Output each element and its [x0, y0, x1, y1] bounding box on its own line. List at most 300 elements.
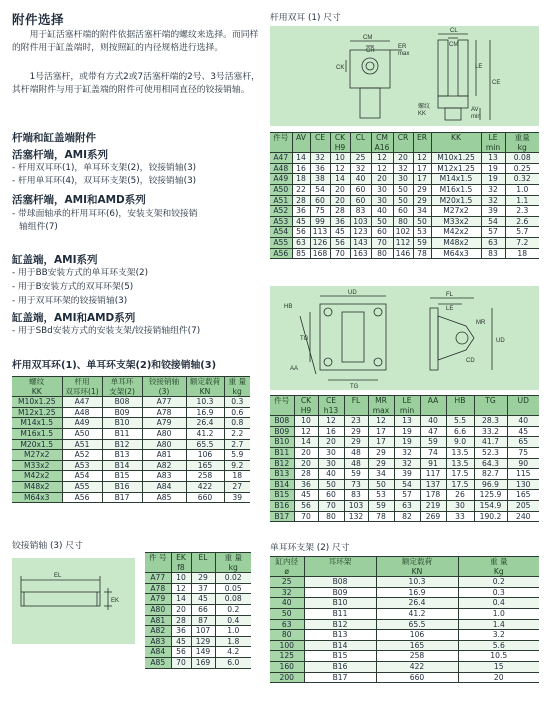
- table-cell: 13.5: [446, 458, 474, 469]
- col-header: [344, 406, 368, 416]
- table-cell: 29: [368, 458, 394, 469]
- dim-cm-label: CM: [363, 35, 373, 41]
- col-header: 螺纹: [12, 377, 62, 387]
- col-header: H9: [330, 143, 350, 153]
- table-cell: M20x1.5: [12, 439, 62, 450]
- table1-caption: 杆用双耳环(1)、单耳环支架(2)和铰接销轴(3): [12, 360, 217, 371]
- table-cell: 160: [270, 661, 304, 672]
- table-cell: 2.2: [224, 428, 250, 439]
- table-cell: M64x3: [431, 248, 481, 259]
- table-cell: 660: [186, 492, 224, 503]
- table-cell: 205: [507, 500, 539, 511]
- table-row: [270, 640, 539, 651]
- table-cell: 113: [310, 227, 330, 238]
- dim-ce-label: CE: [492, 80, 501, 86]
- col-header: h13: [318, 406, 344, 416]
- table-cell: 9.2: [224, 460, 250, 471]
- table-cell: A48: [62, 407, 102, 418]
- clevis-table: [270, 132, 539, 259]
- table-cell: 63: [292, 237, 310, 248]
- table-cell: A83: [142, 471, 186, 482]
- table-cell: 59: [420, 437, 446, 448]
- table-cell: 27: [224, 481, 250, 492]
- table-cell: 6.0: [215, 657, 251, 668]
- table-cell: M10x1.25: [431, 153, 481, 164]
- table-cell: 18: [224, 471, 250, 482]
- single-ear-caption: 单耳环支架 (2) 尺寸: [270, 543, 350, 553]
- col-header: AV: [292, 133, 310, 143]
- dim-fl-label: FL: [446, 292, 454, 298]
- col-header: H9: [294, 406, 318, 416]
- table-cell: B13: [304, 630, 376, 641]
- table-row: [145, 657, 251, 668]
- col-header: [145, 563, 171, 573]
- table-cell: 29: [344, 426, 368, 437]
- table-cell: 17.5: [446, 479, 474, 490]
- table-cell: 28.3: [474, 416, 507, 427]
- col-header: LE: [394, 396, 420, 406]
- table-cell: 200: [270, 672, 304, 683]
- dim-ud-label-2: UD: [496, 338, 505, 344]
- table-cell: 0.32: [505, 174, 539, 185]
- table-cell: B16: [304, 661, 376, 672]
- table-cell: 33.2: [474, 426, 507, 437]
- col-header: [393, 143, 413, 153]
- table-cell: M14x1.5: [431, 174, 481, 185]
- table-row: [270, 437, 539, 448]
- table-cell: 74: [420, 447, 446, 458]
- table-cell: A51: [270, 195, 292, 206]
- col-header: kg: [505, 143, 539, 153]
- table-cell: 63: [270, 619, 304, 630]
- table-cell: B12: [102, 439, 142, 450]
- dim-hb-label: HB: [284, 304, 293, 310]
- table-cell: 50: [318, 479, 344, 490]
- table-cell: 41.7: [474, 437, 507, 448]
- col-header: Kg: [458, 567, 539, 577]
- clevis-diagram: [270, 26, 539, 126]
- col-header: KK: [12, 387, 62, 397]
- table-cell: M42x2: [12, 471, 62, 482]
- table-row: [270, 619, 539, 630]
- bracket-diagram: [270, 286, 539, 390]
- table-row: [145, 604, 251, 615]
- table-cell: A82: [145, 626, 171, 637]
- accessory-note: 1号活塞杆，或带有方式2或7活塞杆端的2号、3号活塞杆，其杆端附件与用于缸盖端的附件可使用相同直径的铰接销轴。: [12, 72, 260, 95]
- table-cell: 57: [481, 227, 505, 238]
- table-cell: 16.9: [376, 587, 458, 598]
- table-cell: B09: [102, 407, 142, 418]
- cap-end-ami-item: - 用于B安装方式的双耳环架(5): [12, 282, 134, 292]
- table-cell: 50: [393, 195, 413, 206]
- table-cell: A50: [270, 184, 292, 195]
- col-header: min: [394, 406, 420, 416]
- table-cell: 63: [394, 500, 420, 511]
- table-cell: M27x2: [12, 450, 62, 461]
- table-row: [270, 447, 539, 458]
- table-row: [145, 626, 251, 637]
- table-cell: 3.2: [458, 630, 539, 641]
- table-cell: 56: [294, 500, 318, 511]
- bracket-table: [270, 395, 539, 522]
- table-cell: 1.8: [215, 636, 251, 647]
- col-header: 件号: [270, 133, 292, 143]
- col-header: 额定载荷: [186, 377, 224, 387]
- table-header-row: [270, 133, 539, 143]
- table-cell: 80: [318, 511, 344, 522]
- table-cell: 5.7: [505, 227, 539, 238]
- table-cell: 60: [371, 227, 393, 238]
- table-cell: 132: [344, 511, 368, 522]
- table-cell: B10: [102, 418, 142, 429]
- col-header: [420, 406, 446, 416]
- table-row: [12, 439, 250, 450]
- table-cell: A82: [142, 460, 186, 471]
- table-row: [12, 407, 250, 418]
- table-cell: 4.2: [215, 647, 251, 658]
- table-cell: 219: [420, 500, 446, 511]
- table-cell: 59: [413, 237, 431, 248]
- table-cell: 20: [294, 447, 318, 458]
- table-cell: M12x1.25: [431, 163, 481, 174]
- table-cell: B17: [304, 672, 376, 683]
- dim-tg-label-2: TG: [350, 384, 359, 390]
- table-cell: 29: [413, 184, 431, 195]
- table-cell: 45: [294, 490, 318, 501]
- table-cell: A54: [270, 227, 292, 238]
- table-cell: 14: [330, 174, 350, 185]
- table-cell: 36: [310, 163, 330, 174]
- table-row: [270, 598, 539, 609]
- table-row: [270, 195, 539, 206]
- table-cell: 48: [344, 447, 368, 458]
- table-cell: 10: [330, 153, 350, 164]
- col-header: 件 号: [145, 553, 171, 563]
- dim-ud-label: UD: [348, 290, 357, 296]
- table-cell: 0.25: [505, 163, 539, 174]
- col-header: [446, 406, 474, 416]
- table-row: [270, 248, 539, 259]
- table-cell: 16: [318, 426, 344, 437]
- table-cell: M14x1.5: [12, 418, 62, 429]
- table-cell: A55: [62, 481, 102, 492]
- table-cell: 91: [420, 458, 446, 469]
- table-cell: 17: [413, 163, 431, 174]
- table-cell: 65.5: [376, 619, 458, 630]
- table-cell: 50: [270, 608, 304, 619]
- table-cell: 137: [420, 479, 446, 490]
- table-cell: 60: [350, 184, 371, 195]
- table-cell: 0.08: [215, 594, 251, 605]
- table-cell: 12: [171, 583, 191, 594]
- table-cell: A53: [270, 216, 292, 227]
- dim-cl-label: CL: [450, 28, 458, 34]
- single-ear-table: [270, 556, 539, 683]
- table-cell: M48x2: [431, 237, 481, 248]
- table-cell: 5.9: [224, 450, 250, 461]
- table-cell: 12: [371, 153, 393, 164]
- col-header: 额定载荷: [376, 557, 458, 567]
- table-row: [12, 450, 250, 461]
- table-cell: A56: [62, 492, 102, 503]
- table-cell: B08: [304, 577, 376, 588]
- table-cell: 1.0: [458, 608, 539, 619]
- col-header: kg: [215, 563, 251, 573]
- col-header: 重 量: [458, 557, 539, 567]
- table-cell: 0.02: [215, 573, 251, 584]
- table-row: [12, 481, 250, 492]
- table-cell: M64x3: [12, 492, 62, 503]
- table-cell: 32: [393, 163, 413, 174]
- table-cell: B13: [270, 469, 294, 480]
- table-row: [145, 636, 251, 647]
- table-cell: 63: [481, 237, 505, 248]
- table-cell: 14: [171, 594, 191, 605]
- table-cell: 83: [350, 206, 371, 217]
- col-header: [507, 406, 539, 416]
- table-cell: 258: [376, 651, 458, 662]
- table-row: [12, 428, 250, 439]
- table-cell: 59: [344, 469, 368, 480]
- table-row: [270, 500, 539, 511]
- table-cell: 178: [420, 490, 446, 501]
- table-cell: 54: [394, 479, 420, 490]
- table-cell: 240: [507, 511, 539, 522]
- table-cell: 50: [371, 216, 393, 227]
- table-cell: 269: [420, 511, 446, 522]
- table-header-row: [270, 143, 539, 153]
- table-cell: M20x1.5: [431, 195, 481, 206]
- table-cell: 19: [394, 437, 420, 448]
- table-row: [270, 216, 539, 227]
- table-row: [270, 587, 539, 598]
- table-cell: 0.08: [505, 153, 539, 164]
- table-cell: 660: [376, 672, 458, 683]
- pin-diagram: [12, 558, 135, 644]
- table-cell: B09: [304, 587, 376, 598]
- col-header: LE: [481, 133, 505, 143]
- table-cell: 60: [318, 490, 344, 501]
- table-cell: 32: [394, 458, 420, 469]
- table-cell: 20: [393, 153, 413, 164]
- table-cell: 107: [191, 626, 215, 637]
- accessory-title: 附件选择: [12, 12, 65, 27]
- col-header: CE: [318, 396, 344, 406]
- table-cell: 25: [350, 153, 371, 164]
- cap-end-ami-item: - 用于双耳环架的铰接销轴(3): [12, 296, 128, 306]
- table-cell: A80: [145, 604, 171, 615]
- table-cell: 5.5: [446, 416, 474, 427]
- table-cell: 26: [446, 490, 474, 501]
- table-row: [12, 397, 250, 408]
- dim-ek-label: EK: [111, 598, 120, 604]
- table-cell: 60: [393, 206, 413, 217]
- table-cell: 38: [310, 174, 330, 185]
- table-row: [12, 460, 250, 471]
- table-cell: 10.3: [376, 577, 458, 588]
- table-cell: 10: [171, 573, 191, 584]
- table-row: [270, 416, 539, 427]
- table-cell: 422: [186, 481, 224, 492]
- table-cell: 0.4: [458, 598, 539, 609]
- table-cell: 28: [292, 195, 310, 206]
- table-cell: A80: [142, 439, 186, 450]
- table-cell: 17.5: [446, 469, 474, 480]
- table-cell: 125.9: [474, 490, 507, 501]
- table-cell: 115: [507, 469, 539, 480]
- col-header: KK: [431, 133, 481, 143]
- table-cell: 123: [350, 227, 371, 238]
- table-cell: A85: [142, 492, 186, 503]
- table-cell: 41.2: [186, 428, 224, 439]
- col-header: TG: [474, 396, 507, 406]
- table-cell: 117: [420, 469, 446, 480]
- table-cell: A79: [145, 594, 171, 605]
- table-cell: 50: [393, 184, 413, 195]
- table-cell: B12: [304, 619, 376, 630]
- table-cell: A77: [145, 573, 171, 584]
- table-row: [270, 608, 539, 619]
- col-header: EL: [191, 553, 215, 563]
- table-row: [270, 479, 539, 490]
- table-cell: 190.2: [474, 511, 507, 522]
- table-cell: 40: [420, 416, 446, 427]
- cap-end-ami-title: 缸盖端，AMI系列: [12, 254, 98, 266]
- table-cell: M12x1.25: [12, 407, 62, 418]
- col-header: [304, 567, 376, 577]
- table-cell: 13.5: [446, 447, 474, 458]
- table-cell: 19: [481, 174, 505, 185]
- table-cell: 33: [446, 511, 474, 522]
- table-cell: 168: [310, 248, 330, 259]
- table-cell: 1.1: [505, 195, 539, 206]
- table-cell: 22: [292, 184, 310, 195]
- dim-ck-label: CK: [336, 65, 345, 71]
- table-cell: 45: [507, 426, 539, 437]
- col-header: CE: [310, 133, 330, 143]
- table-cell: 163: [350, 248, 371, 259]
- col-header: [292, 143, 310, 153]
- table-cell: A49: [62, 418, 102, 429]
- table-cell: 20: [458, 672, 539, 683]
- col-header: AA: [420, 396, 446, 406]
- table-cell: 32: [270, 587, 304, 598]
- table-header-row: [270, 396, 539, 406]
- table-cell: 54: [481, 216, 505, 227]
- table-cell: 39: [224, 492, 250, 503]
- col-header: max: [368, 406, 394, 416]
- table-cell: 19: [481, 163, 505, 174]
- col-header: 重量: [505, 133, 539, 143]
- table-cell: 12: [368, 416, 394, 427]
- table-cell: 17: [413, 174, 431, 185]
- col-header: MR: [368, 396, 394, 406]
- dim-thread-label: 螺纹: [418, 104, 431, 110]
- table-cell: 129: [191, 636, 215, 647]
- table-cell: 19: [394, 426, 420, 437]
- table-cell: A49: [270, 174, 292, 185]
- table-cell: 149: [191, 647, 215, 658]
- table-cell: B17: [102, 492, 142, 503]
- table-cell: 2.6: [505, 216, 539, 227]
- col-header: CM: [371, 133, 393, 143]
- col-header: CK: [294, 396, 318, 406]
- table-header-row: [12, 377, 250, 387]
- table-cell: 70: [294, 511, 318, 522]
- table-cell: 39: [394, 469, 420, 480]
- table-cell: 83: [344, 490, 368, 501]
- rod-accessory-table: [12, 376, 250, 503]
- table-cell: 10.3: [186, 397, 224, 408]
- col-header: CK: [330, 133, 350, 143]
- table-cell: 80: [371, 248, 393, 259]
- cap-end-amd-item: - 用于SBd安装方式的安装支架/铰接销轴组件(7): [12, 326, 201, 336]
- table-cell: A85: [145, 657, 171, 668]
- table-row: [145, 594, 251, 605]
- col-header: [270, 406, 294, 416]
- table-cell: B08: [270, 416, 294, 427]
- table-row: [12, 418, 250, 429]
- col-header: UD: [507, 396, 539, 406]
- table-cell: 0.4: [215, 615, 251, 626]
- table-header-row: [12, 387, 250, 397]
- dim-tg-label: TG: [300, 336, 309, 342]
- table-cell: 28: [294, 469, 318, 480]
- table-cell: 73: [344, 479, 368, 490]
- dim-aa-label: AA: [290, 366, 299, 372]
- table-header-row: [145, 563, 251, 573]
- table-cell: 30: [371, 184, 393, 195]
- rod-end-amd-item: - 带球面轴承的杆用耳环(6)，安装支架和铰接销: [12, 209, 198, 219]
- table-cell: 59: [368, 500, 394, 511]
- table-cell: 17: [368, 437, 394, 448]
- table-cell: 422: [376, 661, 458, 672]
- table-cell: B11: [102, 428, 142, 439]
- table-row: [270, 206, 539, 217]
- rod-end-amd-item: 轴组件(7): [19, 222, 58, 232]
- table-cell: 75: [310, 206, 330, 217]
- table-cell: 9.0: [446, 437, 474, 448]
- table-cell: 56: [292, 227, 310, 238]
- col-header: 杆用: [62, 377, 102, 387]
- table-cell: 6.6: [446, 426, 474, 437]
- table-row: [270, 184, 539, 195]
- table-cell: 60: [350, 195, 371, 206]
- table-cell: 48: [344, 458, 368, 469]
- table-row: [12, 471, 250, 482]
- table-cell: 1.4: [458, 619, 539, 630]
- table-cell: B13: [102, 450, 142, 461]
- table-cell: A47: [270, 153, 292, 164]
- table-cell: 64.3: [474, 458, 507, 469]
- col-header: ø: [270, 567, 304, 577]
- table-cell: 26.4: [186, 418, 224, 429]
- table-cell: 29: [344, 437, 368, 448]
- dim-min-label: min: [471, 114, 481, 120]
- table-cell: 82: [394, 511, 420, 522]
- table-cell: 10.5: [458, 651, 539, 662]
- table-cell: 0.2: [215, 604, 251, 615]
- table-cell: 65.5: [186, 439, 224, 450]
- table-cell: 34: [368, 469, 394, 480]
- table-row: [145, 615, 251, 626]
- table-cell: 82.7: [474, 469, 507, 480]
- table-cell: 1.0: [505, 184, 539, 195]
- table-cell: 2.3: [505, 206, 539, 217]
- table-cell: 52.3: [474, 447, 507, 458]
- dim-av-label: AV: [471, 107, 479, 113]
- table-cell: 165: [507, 490, 539, 501]
